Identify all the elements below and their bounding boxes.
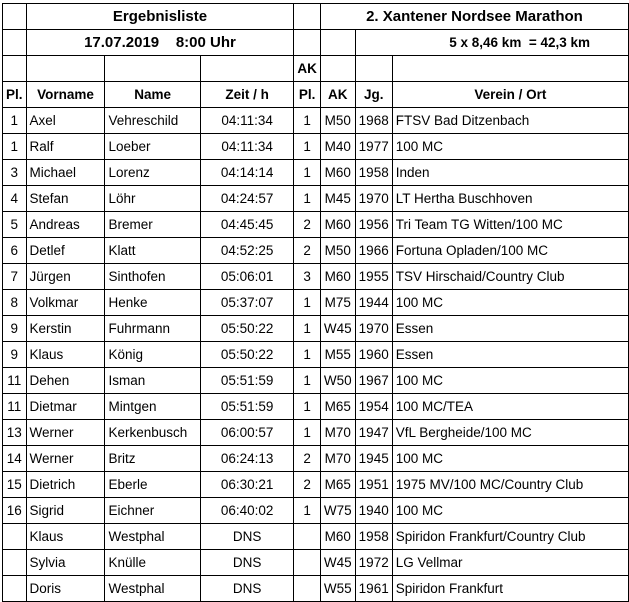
col-header-zeit: Zeit / h (200, 82, 294, 108)
cell-jg: 1967 (355, 368, 392, 394)
cell-pl: 9 (3, 316, 27, 342)
title-ergebnisliste: Ergebnisliste (26, 4, 294, 30)
cell-zeit: 05:37:07 (200, 290, 294, 316)
cell-verein: 100 MC (392, 368, 628, 394)
cell-jg: 1968 (355, 108, 392, 134)
cell-ak-pl (294, 524, 321, 550)
cell-ak-pl: 1 (294, 134, 321, 160)
table-row (3, 134, 629, 160)
table-row (3, 420, 629, 446)
cell-zeit: 06:24:13 (200, 446, 294, 472)
cell-zeit: 04:45:45 (200, 212, 294, 238)
cell-ak: W75 (320, 498, 355, 524)
cell-zeit: 06:40:02 (200, 498, 294, 524)
cell-pl (3, 524, 27, 550)
cell-ak-pl: 3 (294, 264, 321, 290)
table-row (3, 550, 629, 576)
table-row (3, 186, 629, 212)
table-row (3, 368, 629, 394)
cell-verein: FTSV Bad Ditzenbach (392, 108, 628, 134)
cell-vorname: Michael (26, 160, 105, 186)
cell-vorname: Doris (26, 576, 105, 602)
cell-name: Sinthofen (105, 264, 200, 290)
title-event: 2. Xantener Nordsee Marathon (320, 4, 628, 30)
cell-ak-pl (294, 576, 321, 602)
cell-name: Britz (105, 446, 200, 472)
cell-zeit: DNS (200, 576, 294, 602)
cell-pl: 11 (3, 368, 27, 394)
cell-zeit: 04:11:34 (200, 108, 294, 134)
cell-jg: 1958 (355, 160, 392, 186)
cell-verein: 100 MC (392, 134, 628, 160)
cell-name: Löhr (105, 186, 200, 212)
cell-ak-pl: 1 (294, 342, 321, 368)
cell-jg: 1961 (355, 576, 392, 602)
cell-jg: 1947 (355, 420, 392, 446)
results-body (3, 4, 629, 602)
cell-name: Loeber (105, 134, 200, 160)
cell-name: Lorenz (105, 160, 200, 186)
cell-vorname: Axel (26, 108, 105, 134)
cell-ak: M60 (320, 160, 355, 186)
cell-ak-pl: 1 (294, 290, 321, 316)
cell-jg: 1970 (355, 316, 392, 342)
cell-pl: 16 (3, 498, 27, 524)
cell-pl: 1 (3, 108, 27, 134)
cell-pl: 13 (3, 420, 27, 446)
cell-ak: M60 (320, 264, 355, 290)
cell-pl: 11 (3, 394, 27, 420)
table-row (3, 160, 629, 186)
cell-vorname: Werner (26, 420, 105, 446)
cell-verein: VfL Bergheide/100 MC (392, 420, 628, 446)
header-row-1 (3, 4, 629, 30)
cell-ak: M50 (320, 238, 355, 264)
table-row (3, 290, 629, 316)
header-row-2 (3, 30, 629, 56)
header-spacer (294, 30, 321, 56)
cell-jg: 1954 (355, 394, 392, 420)
cell-verein: LG Vellmar (392, 550, 628, 576)
cell-ak: M55 (320, 342, 355, 368)
header-spacer (3, 4, 27, 30)
cell-jg: 1945 (355, 446, 392, 472)
cell-ak: W50 (320, 368, 355, 394)
cell-verein: Spiridon Frankfurt/Country Club (392, 524, 628, 550)
cell-vorname: Stefan (26, 186, 105, 212)
cell-verein: Spiridon Frankfurt (392, 576, 628, 602)
cell-pl: 14 (3, 446, 27, 472)
cell-jg: 1956 (355, 212, 392, 238)
header-row-3 (3, 56, 629, 82)
event-date-time: 17.07.2019 8:00 Uhr (26, 30, 294, 56)
table-row (3, 576, 629, 602)
cell-jg: 1966 (355, 238, 392, 264)
cell-verein: 100 MC (392, 498, 628, 524)
cell-zeit: 04:24:57 (200, 186, 294, 212)
table-row (3, 498, 629, 524)
cell-ak-pl: 1 (294, 368, 321, 394)
cell-pl: 7 (3, 264, 27, 290)
cell-pl: 15 (3, 472, 27, 498)
cell-zeit: 05:51:59 (200, 394, 294, 420)
cell-ak-pl: 1 (294, 316, 321, 342)
cell-zeit: 05:06:01 (200, 264, 294, 290)
cell-name: Isman (105, 368, 200, 394)
cell-vorname: Sigrid (26, 498, 105, 524)
cell-pl: 8 (3, 290, 27, 316)
cell-zeit: 04:52:25 (200, 238, 294, 264)
cell-name: Eichner (105, 498, 200, 524)
col-header-pl: Pl. (3, 82, 27, 108)
cell-jg: 1955 (355, 264, 392, 290)
cell-pl: 1 (3, 134, 27, 160)
header-spacer (294, 4, 321, 30)
cell-verein: Essen (392, 342, 628, 368)
table-row (3, 472, 629, 498)
cell-name: Henke (105, 290, 200, 316)
cell-pl (3, 550, 27, 576)
cell-jg: 1960 (355, 342, 392, 368)
cell-zeit: 04:14:14 (200, 160, 294, 186)
table-row (3, 316, 629, 342)
cell-name: Kerkenbusch (105, 420, 200, 446)
cell-verein: Fortuna Opladen/100 MC (392, 238, 628, 264)
cell-name: Vehreschild (105, 108, 200, 134)
cell-jg: 1977 (355, 134, 392, 160)
column-header-row (3, 82, 629, 108)
cell-zeit: DNS (200, 550, 294, 576)
cell-name: Westphal (105, 576, 200, 602)
cell-ak: M65 (320, 394, 355, 420)
cell-zeit: 05:50:22 (200, 342, 294, 368)
table-row (3, 212, 629, 238)
cell-verein: Tri Team TG Witten/100 MC (392, 212, 628, 238)
cell-vorname: Klaus (26, 342, 105, 368)
header-spacer (320, 30, 355, 56)
cell-vorname: Dehen (26, 368, 105, 394)
cell-vorname: Sylvia (26, 550, 105, 576)
cell-verein: Inden (392, 160, 628, 186)
cell-vorname: Volkmar (26, 290, 105, 316)
cell-verein: TSV Hirschaid/Country Club (392, 264, 628, 290)
cell-ak-pl (294, 550, 321, 576)
cell-verein: Essen (392, 316, 628, 342)
cell-ak-pl: 1 (294, 394, 321, 420)
cell-zeit: DNS (200, 524, 294, 550)
cell-ak: M70 (320, 446, 355, 472)
table-row (3, 446, 629, 472)
cell-ak-pl: 1 (294, 108, 321, 134)
table-row (3, 238, 629, 264)
cell-ak-pl: 2 (294, 472, 321, 498)
cell-name: Westphal (105, 524, 200, 550)
cell-zeit: 06:00:57 (200, 420, 294, 446)
col-header-ak-pl: Pl. (294, 82, 321, 108)
cell-vorname: Kerstin (26, 316, 105, 342)
cell-vorname: Jürgen (26, 264, 105, 290)
cell-jg: 1972 (355, 550, 392, 576)
col-header-jg: Jg. (355, 82, 392, 108)
col-header-name: Name (105, 82, 200, 108)
cell-verein: 100 MC/TEA (392, 394, 628, 420)
cell-zeit: 06:30:21 (200, 472, 294, 498)
cell-ak: M45 (320, 186, 355, 212)
cell-name: Fuhrmann (105, 316, 200, 342)
cell-name: Mintgen (105, 394, 200, 420)
cell-jg: 1951 (355, 472, 392, 498)
cell-pl (3, 576, 27, 602)
ak-group-label: AK (294, 56, 321, 82)
cell-vorname: Dietrich (26, 472, 105, 498)
results-table (2, 3, 629, 602)
cell-zeit: 05:51:59 (200, 368, 294, 394)
cell-pl: 4 (3, 186, 27, 212)
cell-ak: M65 (320, 472, 355, 498)
cell-vorname: Klaus (26, 524, 105, 550)
table-row (3, 108, 629, 134)
cell-name: König (105, 342, 200, 368)
cell-ak-pl: 1 (294, 498, 321, 524)
cell-ak: M40 (320, 134, 355, 160)
cell-name: Eberle (105, 472, 200, 498)
cell-name: Bremer (105, 212, 200, 238)
cell-verein: 100 MC (392, 290, 628, 316)
table-row (3, 342, 629, 368)
cell-pl: 5 (3, 212, 27, 238)
cell-jg: 1940 (355, 498, 392, 524)
cell-ak: M50 (320, 108, 355, 134)
cell-ak: W45 (320, 316, 355, 342)
cell-ak-pl: 1 (294, 420, 321, 446)
cell-vorname: Dietmar (26, 394, 105, 420)
table-row (3, 394, 629, 420)
table-row (3, 524, 629, 550)
col-header-vorname: Vorname (26, 82, 105, 108)
table-row (3, 264, 629, 290)
cell-vorname: Detlef (26, 238, 105, 264)
cell-ak-pl: 1 (294, 160, 321, 186)
cell-verein: 100 MC (392, 446, 628, 472)
cell-name: Knülle (105, 550, 200, 576)
cell-pl: 3 (3, 160, 27, 186)
cell-name: Klatt (105, 238, 200, 264)
cell-ak: M60 (320, 524, 355, 550)
cell-ak-pl: 2 (294, 446, 321, 472)
cell-ak: M70 (320, 420, 355, 446)
event-distance: 5 x 8,46 km = 42,3 km (355, 30, 628, 56)
cell-jg: 1958 (355, 524, 392, 550)
cell-jg: 1944 (355, 290, 392, 316)
cell-zeit: 04:11:34 (200, 134, 294, 160)
col-header-ak: AK (320, 82, 355, 108)
cell-pl: 9 (3, 342, 27, 368)
cell-verein: 1975 MV/100 MC/Country Club (392, 472, 628, 498)
cell-vorname: Andreas (26, 212, 105, 238)
cell-vorname: Werner (26, 446, 105, 472)
col-header-verein: Verein / Ort (392, 82, 628, 108)
header-spacer (3, 30, 27, 56)
cell-vorname: Ralf (26, 134, 105, 160)
cell-verein: LT Hertha Buschhoven (392, 186, 628, 212)
cell-ak: W45 (320, 550, 355, 576)
cell-ak-pl: 1 (294, 186, 321, 212)
cell-ak: W55 (320, 576, 355, 602)
cell-jg: 1970 (355, 186, 392, 212)
cell-ak-pl: 2 (294, 212, 321, 238)
cell-pl: 6 (3, 238, 27, 264)
cell-ak: M75 (320, 290, 355, 316)
cell-zeit: 05:50:22 (200, 316, 294, 342)
cell-ak-pl: 2 (294, 238, 321, 264)
cell-ak: M60 (320, 212, 355, 238)
